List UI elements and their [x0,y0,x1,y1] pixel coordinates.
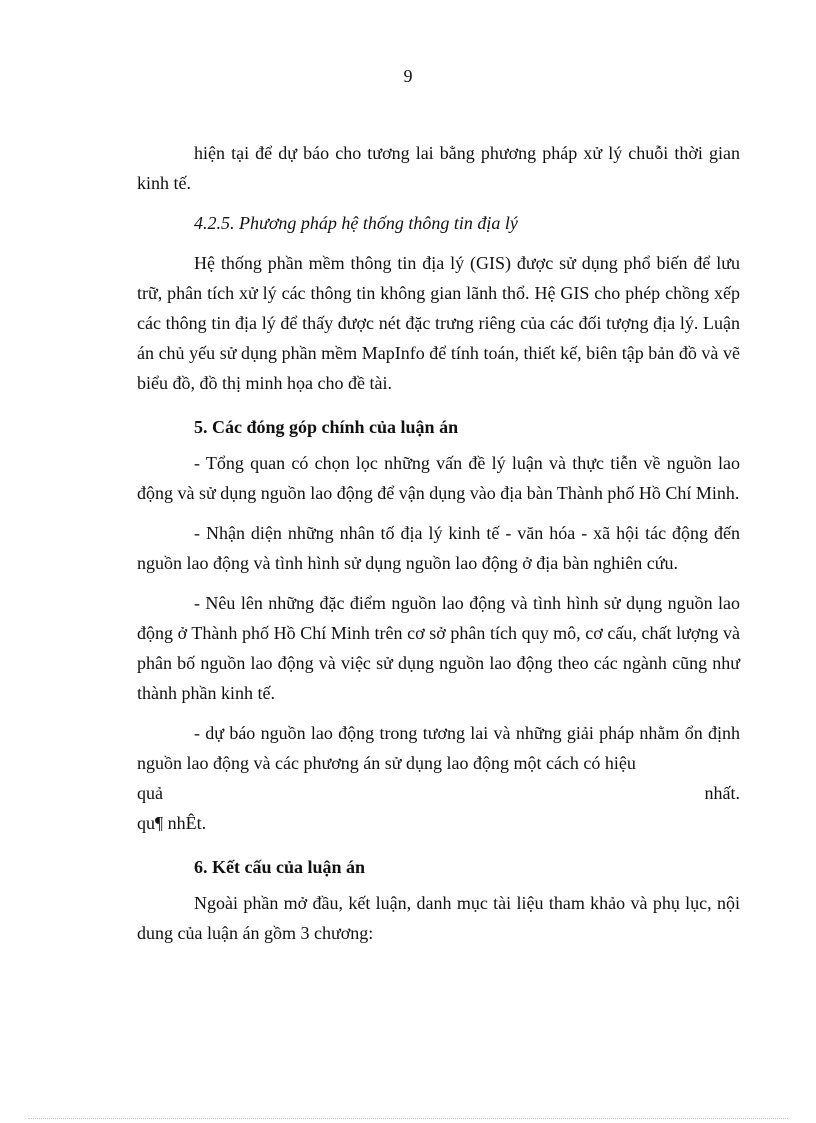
paragraph-contribution-4: - dự báo nguồn lao động trong tương lai và những giải pháp nhằm ổn định nguồn lao động và các phương án sử dụng lao động một cách có hiệu [137,723,740,773]
document-body [137,138,740,958]
page-bottom-border [28,1118,788,1119]
paragraph-gis-description: Hệ thống phần mềm thông tin địa lý (GIS) được sử dụng phổ biến để lưu trữ, phân tích xử lý các thông tin không gian lãnh thổ. Hệ GIS cho phép chồng xếp các thông tin địa lý để thấy được nét đặc trưng riêng của các đối tượng địa lý. Luận án chủ yếu sử dụng phần mềm MapInfo để tính toán, thiết kế, biên tập bản đồ và vẽ biểu đồ, đồ thị minh họa cho đề tài. [137,253,740,393]
word-qua: quả [137,783,163,803]
word-nhat: nhất. [704,783,740,803]
section-heading-contributions: 5. Các đóng góp chính của luận án [194,417,459,437]
garbled-text-line: qu¶ nhÊt. [137,813,207,833]
paragraph-forecast-continuation: hiện tại để dự báo cho tương lai bằng phương pháp xử lý chuỗi thời gian kinh tế. [137,143,740,193]
justified-last-line [137,778,740,808]
paragraph-contribution-2: - Nhận diện những nhân tố địa lý kinh tế - văn hóa - xã hội tác động đến nguồn lao động và tình hình sử dụng nguồn lao động ở địa bàn nghiên cứu. [137,523,740,573]
page-number: 9 [403,66,413,86]
paragraph-contribution-3: - Nêu lên những đặc điểm nguồn lao động và tình hình sử dụng nguồn lao động ở Thành phố Hồ Chí Minh trên cơ sở phân tích quy mô, cơ cấu, chất lượng và phân bố nguồn lao động và việc sử dụng nguồn lao động theo các ngành cũng như thành phần kinh tế. [137,593,740,703]
section-heading-structure: 6. Kết cấu của luận án [194,857,366,877]
paragraph-contribution-1: - Tổng quan có chọn lọc những vấn đề lý luận và thực tiễn về nguồn lao động và sử dụng nguồn lao động để vận dụng vào địa bàn Thành phố Hồ Chí Minh. [137,453,740,503]
subsection-heading-gis-method: 4.2.5. Phương pháp hệ thống thông tin địa lý [194,213,518,233]
paragraph-structure: Ngoài phần mở đầu, kết luận, danh mục tài liệu tham khảo và phụ lục, nội dung của luận án gồm 3 chương: [137,893,740,943]
